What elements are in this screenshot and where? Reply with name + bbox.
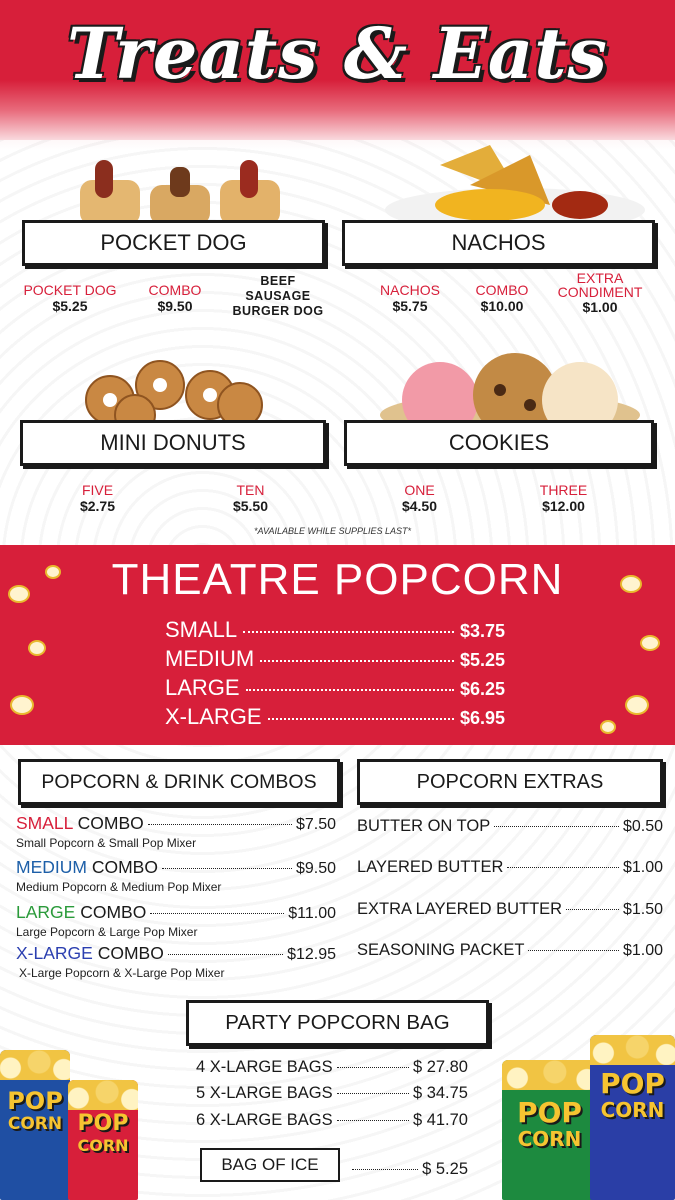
extra-price: $0.50 xyxy=(622,818,663,835)
leader-dots xyxy=(168,954,283,955)
pocket-dog-note xyxy=(228,274,328,319)
extra-name: SEASONING PACKET xyxy=(357,941,525,959)
combos-label: POPCORN & DRINK COMBOS xyxy=(18,759,340,805)
party-bag-row xyxy=(196,1084,468,1103)
item-label: FIVE xyxy=(81,482,114,498)
note-line: BEEF xyxy=(260,274,296,288)
popcorn-bucket-red xyxy=(68,1080,138,1200)
pocket-dog-combo-price xyxy=(125,282,225,314)
bucket-text: CORN xyxy=(517,1127,582,1151)
combo-row-medium xyxy=(16,857,336,894)
combo-row-xlarge xyxy=(16,943,336,980)
page-title: Treats & Eats xyxy=(67,12,608,95)
item-label: COMBO xyxy=(475,282,529,298)
combo-description: Large Popcorn & Large Pop Mixer xyxy=(16,925,198,939)
bag-name: 6 X-LARGE BAGS xyxy=(196,1111,333,1129)
leader-dots xyxy=(494,826,619,827)
extra-name: EXTRA LAYERED BUTTER xyxy=(357,900,563,918)
bag-of-ice-row xyxy=(348,1160,468,1179)
bag-price: $ 41.70 xyxy=(412,1111,468,1129)
leader-dots xyxy=(337,1067,409,1068)
combo-word: COMBO xyxy=(97,943,164,963)
popcorn-kernel-icon xyxy=(600,720,616,734)
item-label: CONDIMENT xyxy=(557,284,643,300)
cookies-label: COOKIES xyxy=(344,420,654,466)
combo-word: COMBO xyxy=(80,902,147,922)
popcorn-bucket-blue xyxy=(0,1050,70,1200)
popcorn-bucket-navy xyxy=(590,1035,675,1200)
leader-dots xyxy=(162,868,292,869)
size-name: X-LARGE xyxy=(165,704,262,729)
extra-condiment-price xyxy=(548,271,652,315)
party-bag-label: PARTY POPCORN BAG xyxy=(186,1000,489,1046)
combo-word: COMBO xyxy=(77,813,144,833)
cookies-image xyxy=(375,345,645,425)
size-price: $6.25 xyxy=(459,679,505,699)
bag-price: $ 27.80 xyxy=(412,1058,468,1076)
combo-row-small xyxy=(16,813,336,850)
item-label: ONE xyxy=(404,482,435,498)
combo-size: LARGE xyxy=(16,902,76,922)
item-label: POCKET DOG xyxy=(23,282,117,298)
extra-row xyxy=(357,900,663,919)
extra-price: $1.50 xyxy=(622,901,663,918)
three-cookies-price xyxy=(516,482,611,514)
party-bag-row xyxy=(196,1058,468,1077)
item-price: $5.75 xyxy=(392,298,428,314)
item-label: THREE xyxy=(539,482,588,498)
size-name: LARGE xyxy=(165,675,240,700)
size-price: $5.25 xyxy=(459,650,505,670)
item-price: $1.00 xyxy=(582,299,618,315)
item-price: $12.00 xyxy=(542,498,585,514)
leader-dots xyxy=(566,909,619,910)
combo-price: $7.50 xyxy=(295,816,336,833)
availability-note: *AVAILABLE WHILE SUPPLIES LAST* xyxy=(253,526,412,536)
combo-size: X-LARGE xyxy=(16,943,93,963)
item-label: NACHOS xyxy=(380,282,440,298)
extra-row xyxy=(357,858,663,877)
popcorn-bucket-green xyxy=(502,1060,597,1200)
bucket-text: POP xyxy=(600,1067,665,1100)
popcorn-size-row xyxy=(165,704,505,730)
extra-row xyxy=(357,941,663,960)
item-price: $2.75 xyxy=(79,498,116,514)
item-label: EXTRA xyxy=(576,270,624,286)
extra-price: $1.00 xyxy=(622,942,663,959)
popcorn-kernel-icon xyxy=(28,640,46,656)
popcorn-size-row xyxy=(165,675,505,701)
note-line: BURGER DOG xyxy=(232,304,324,318)
bag-price: $ 34.75 xyxy=(412,1084,468,1102)
ice-price: $ 5.25 xyxy=(422,1160,468,1178)
leader-dots xyxy=(243,631,454,633)
mini-donuts-image xyxy=(75,355,265,425)
item-price: $5.25 xyxy=(52,298,88,314)
bag-name: 4 X-LARGE BAGS xyxy=(196,1058,333,1076)
leader-dots xyxy=(352,1169,418,1170)
bucket-text: CORN xyxy=(7,1114,63,1134)
combo-price: $12.95 xyxy=(287,946,336,963)
theatre-popcorn-band xyxy=(0,545,675,745)
leader-dots xyxy=(507,867,619,868)
popcorn-kernel-icon xyxy=(640,635,660,651)
leader-dots xyxy=(150,913,284,914)
combo-description: X-Large Popcorn & X-Large Pop Mixer xyxy=(19,966,225,980)
note-line: SAUSAGE xyxy=(245,289,311,303)
nachos-image xyxy=(380,145,650,225)
leader-dots xyxy=(268,718,454,720)
item-label: TEN xyxy=(236,482,265,498)
leader-dots xyxy=(337,1120,409,1121)
theatre-popcorn-title: THEATRE POPCORN xyxy=(111,555,564,604)
leader-dots xyxy=(528,950,618,951)
bag-name: 5 X-LARGE BAGS xyxy=(196,1084,333,1102)
one-cookie-price xyxy=(372,482,467,514)
party-bag-row xyxy=(196,1111,468,1130)
nachos-combo-price xyxy=(452,282,552,314)
extras-label: POPCORN EXTRAS xyxy=(357,759,663,805)
pocket-dog-price xyxy=(20,282,120,314)
ten-donuts-price xyxy=(203,482,298,514)
pocket-dog-label: POCKET DOG xyxy=(22,220,325,266)
bucket-text: CORN xyxy=(600,1098,665,1122)
extra-row xyxy=(357,817,663,836)
combo-size: MEDIUM xyxy=(16,857,87,877)
combo-price: $9.50 xyxy=(295,860,336,877)
combo-size: SMALL xyxy=(16,813,73,833)
bucket-text: POP xyxy=(517,1096,582,1129)
popcorn-kernel-icon xyxy=(10,695,34,715)
item-price: $9.50 xyxy=(157,298,193,314)
size-price: $3.75 xyxy=(459,621,505,641)
leader-dots xyxy=(260,660,454,662)
combo-word: COMBO xyxy=(91,857,158,877)
bucket-text: POP xyxy=(7,1087,63,1115)
popcorn-size-row xyxy=(165,617,505,643)
bucket-text: CORN xyxy=(77,1136,129,1155)
bag-of-ice-label: BAG OF ICE xyxy=(200,1148,340,1182)
size-name: MEDIUM xyxy=(165,646,255,671)
mini-donuts-label: MINI DONUTS xyxy=(20,420,326,466)
combo-price: $11.00 xyxy=(288,905,336,922)
item-label: COMBO xyxy=(148,282,202,298)
leader-dots xyxy=(246,689,454,691)
bucket-text: POP xyxy=(77,1111,129,1136)
item-price: $4.50 xyxy=(401,498,438,514)
size-price: $6.95 xyxy=(459,708,505,728)
combo-row-large xyxy=(16,902,336,939)
popcorn-kernel-icon xyxy=(625,695,649,715)
leader-dots xyxy=(148,824,292,825)
leader-dots xyxy=(337,1093,409,1094)
item-price: $10.00 xyxy=(480,298,524,314)
combo-description: Small Popcorn & Small Pop Mixer xyxy=(16,836,197,850)
pocket-dog-image xyxy=(70,155,310,225)
size-name: SMALL xyxy=(165,617,238,642)
five-donuts-price xyxy=(50,482,145,514)
nachos-label: NACHOS xyxy=(342,220,655,266)
extra-name: BUTTER ON TOP xyxy=(357,817,491,835)
popcorn-size-row xyxy=(165,646,505,672)
extra-name: LAYERED BUTTER xyxy=(357,858,504,876)
extra-price: $1.00 xyxy=(622,859,663,876)
nachos-price xyxy=(360,282,460,314)
item-price: $5.50 xyxy=(232,498,269,514)
combo-description: Medium Popcorn & Medium Pop Mixer xyxy=(16,880,222,894)
